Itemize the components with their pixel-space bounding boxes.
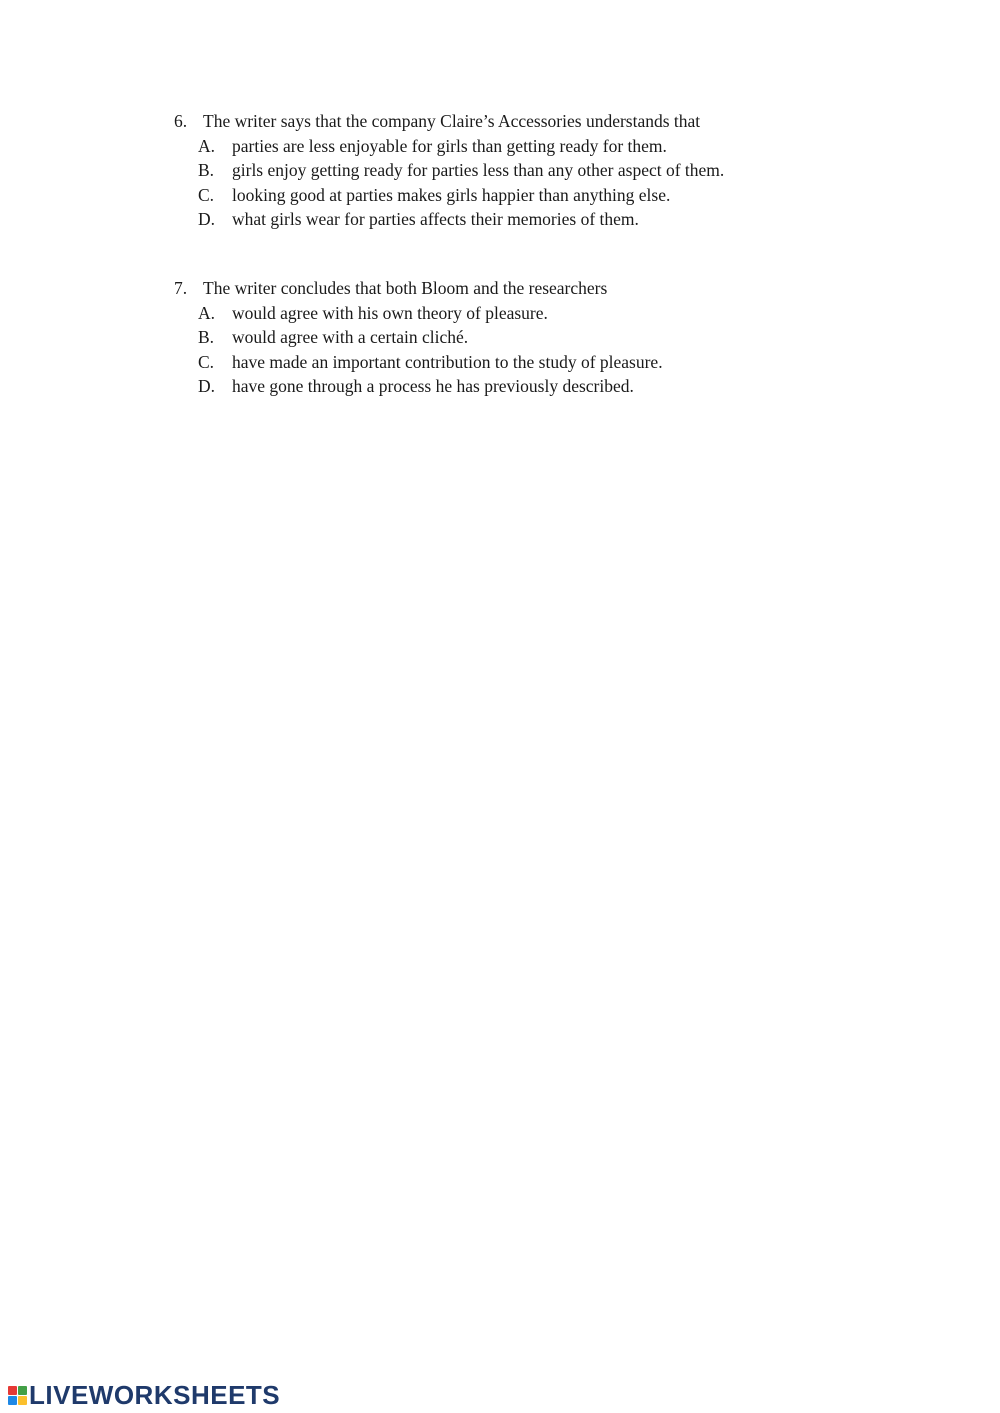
option-d[interactable] <box>174 207 874 232</box>
option-letter: A. <box>198 135 216 156</box>
option-d[interactable] <box>174 374 874 399</box>
logo-block <box>18 1386 27 1395</box>
option-letter: B. <box>198 160 215 180</box>
option-b[interactable] <box>174 158 874 183</box>
option-c[interactable] <box>174 350 874 375</box>
question-stem <box>174 109 874 134</box>
logo-blocks-icon <box>8 1386 27 1405</box>
option-letter: C. <box>198 351 215 372</box>
option-text: would agree with a certain cliché. <box>232 327 469 347</box>
liveworksheets-logo[interactable] <box>8 1382 280 1408</box>
option-letter: D. <box>198 376 216 396</box>
option-a[interactable] <box>174 134 874 159</box>
option-b[interactable] <box>174 325 874 350</box>
question-text: The writer says that the company Claire’s Accessories understands that <box>203 111 701 131</box>
option-text: would agree with his own theory of pleasure. <box>232 302 548 323</box>
option-letter: C. <box>198 184 215 205</box>
option-text: what girls wear for parties affects their memories of them. <box>232 209 639 229</box>
question-number: 7. <box>174 278 188 298</box>
option-text: girls enjoy getting ready for parties less than any other aspect of them. <box>232 160 725 180</box>
option-text: have made an important contribution to the study of pleasure. <box>232 351 663 372</box>
option-letter: B. <box>198 327 215 347</box>
logo-block <box>8 1396 17 1405</box>
logo-block <box>8 1386 17 1395</box>
answer-options <box>174 134 874 232</box>
option-c[interactable] <box>174 183 874 208</box>
question-7 <box>174 276 874 399</box>
answer-options <box>174 301 874 399</box>
logo-text: LIVEWORKSHEETS <box>29 1380 281 1410</box>
option-letter: A. <box>198 302 216 323</box>
option-text: looking good at parties makes girls happier than anything else. <box>232 184 671 205</box>
question-number: 6. <box>174 111 188 131</box>
logo-block <box>18 1396 27 1405</box>
option-a[interactable] <box>174 301 874 326</box>
option-text: have gone through a process he has previously described. <box>232 376 634 396</box>
question-stem <box>174 276 874 301</box>
option-letter: D. <box>198 209 216 229</box>
question-text: The writer concludes that both Bloom and the researchers <box>203 278 608 298</box>
option-text: parties are less enjoyable for girls than getting ready for them. <box>232 135 667 156</box>
question-6 <box>174 109 874 232</box>
